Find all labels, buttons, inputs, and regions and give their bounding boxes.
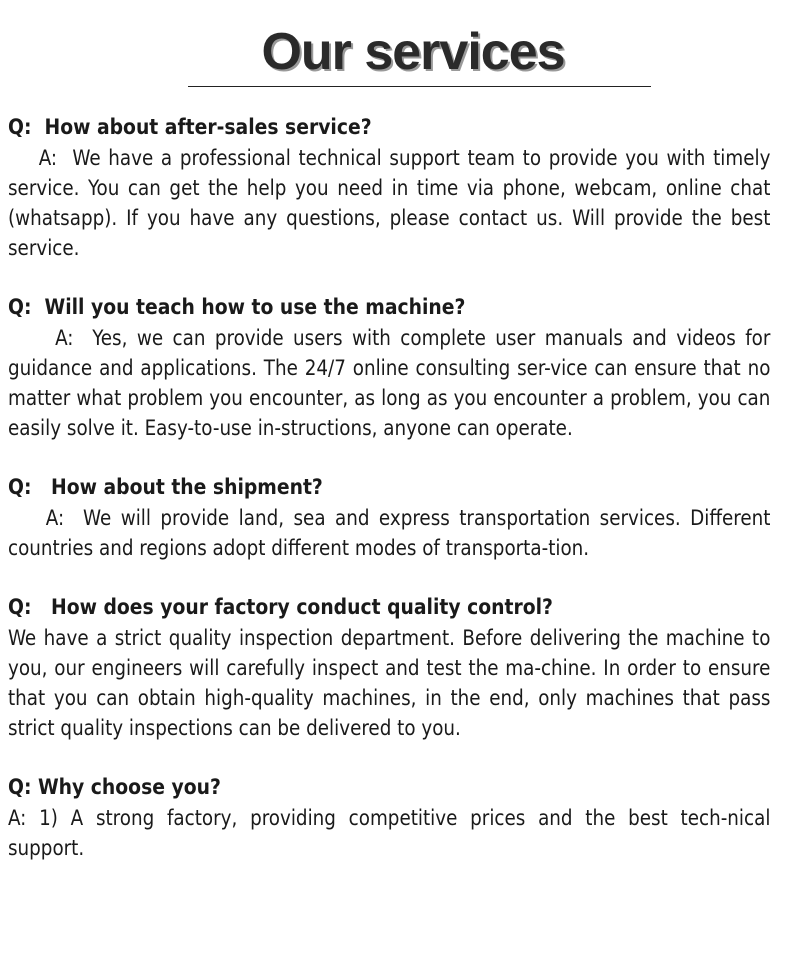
page-title: Our services <box>261 23 565 81</box>
faq-question: Q: Will you teach how to use the machine? <box>8 295 466 320</box>
faq-answer: A: Yes, we can provide users with complete user manuals and videos for guidance and applications. The 24/7 online consulting ser-vice can ensure that no matter what problem you encounter, as long as you encounter a problem, you can easily solve it. Easy-to-use in-structions, anyone can operate. <box>8 326 777 440</box>
section-spacer <box>8 563 770 593</box>
faq-item-shipment <box>8 473 777 563</box>
section-spacer <box>8 743 770 773</box>
faq-answer: A: We will provide land, sea and express transportation services. Different countries and regions adopt different modes of transporta-tion. <box>8 506 777 560</box>
faq-answer: We have a strict quality inspection department. Before delivering the machine to you, our engineers will carefully inspect and test the ma-chine. In order to ensure that you can obtain high-quality machines, in the end, only machines that pass strict quality inspections can be delivered to you. <box>8 626 777 740</box>
section-spacer <box>8 443 770 473</box>
faq-question: Q: How does your factory conduct quality control? <box>8 595 553 620</box>
faq-item-after-sales <box>8 113 777 263</box>
faq-item-why-choose <box>8 773 777 863</box>
section-spacer <box>8 263 770 293</box>
faq-item-quality-control <box>8 593 777 743</box>
faq-item-teaching <box>8 293 777 443</box>
faq-question: Q: How about after-sales service? <box>8 115 372 140</box>
faq-answer: A: 1) A strong factory, providing competitive prices and the best tech-nical support. <box>8 806 777 860</box>
faq-list <box>8 113 777 863</box>
faq-question: Q: How about the shipment? <box>8 475 323 500</box>
faq-answer: A: We have a professional technical support team to provide you with timely service. You can get the help you need in time via phone, webcam, online chat (whatsapp). If you have any questions, please contact us. Will provide the best service. <box>8 146 777 260</box>
title-underline <box>188 86 651 87</box>
faq-question: Q: Why choose you? <box>8 775 221 800</box>
